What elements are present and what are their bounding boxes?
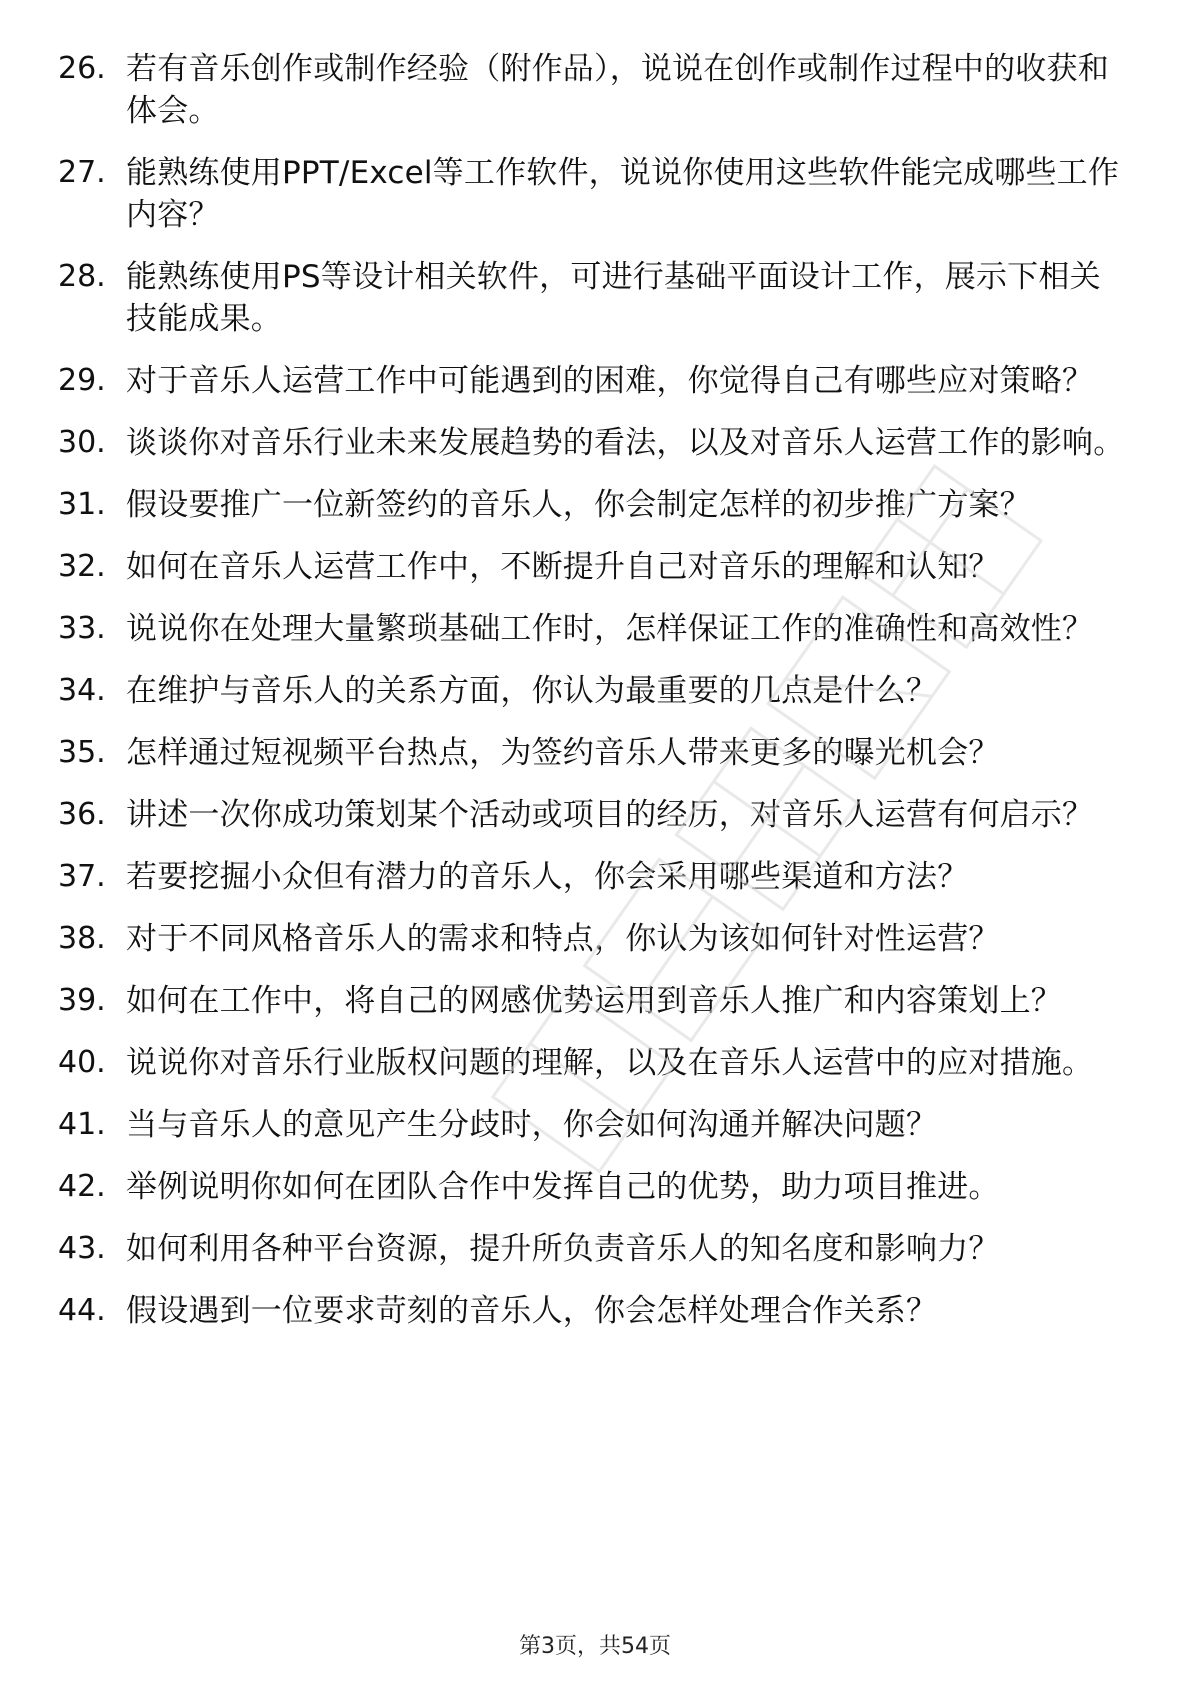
question-text: 当与音乐人的意见产生分歧时，你会如何沟通并解决问题？	[126, 1107, 938, 1143]
question-item	[58, 256, 1128, 340]
question-item	[58, 484, 1128, 526]
question-number: 32.	[58, 549, 106, 584]
question-number: 38.	[58, 921, 106, 956]
question-text: 若要挖掘小众但有潜力的音乐人，你会采用哪些渠道和方法？	[126, 859, 969, 895]
question-text: 假设遇到一位要求苛刻的音乐人，你会怎样处理合作关系？	[126, 1293, 938, 1329]
question-item	[58, 980, 1128, 1022]
question-item	[58, 546, 1128, 588]
question-number: 41.	[58, 1107, 106, 1142]
question-item	[58, 1228, 1128, 1270]
question-item	[58, 732, 1128, 774]
question-text: 对于不同风格音乐人的需求和特点，你认为该如何针对性运营？	[126, 921, 1000, 957]
question-number: 31.	[58, 487, 106, 522]
question-text: 举例说明你如何在团队合作中发挥自己的优势，助力项目推进。	[126, 1169, 1000, 1205]
question-number: 44.	[58, 1293, 106, 1328]
question-item	[58, 1290, 1128, 1332]
question-number: 36.	[58, 797, 106, 832]
question-item	[58, 670, 1128, 712]
question-item	[58, 1104, 1128, 1146]
question-text: 如何在音乐人运营工作中，不断提升自己对音乐的理解和认知？	[126, 549, 1000, 585]
question-item	[58, 1166, 1128, 1208]
question-number: 40.	[58, 1045, 106, 1080]
question-item	[58, 608, 1128, 650]
question-item	[58, 422, 1128, 464]
question-number: 34.	[58, 673, 106, 708]
question-number: 29.	[58, 363, 106, 398]
question-text: 说说你在处理大量繁琐基础工作时，怎样保证工作的准确性和高效性？	[126, 611, 1094, 647]
question-text: 在维护与音乐人的关系方面，你认为最重要的几点是什么？	[126, 673, 938, 709]
question-text: 谈谈你对音乐行业未来发展趋势的看法，以及对音乐人运营工作的影响。	[126, 425, 1125, 461]
question-number: 28.	[58, 259, 106, 294]
question-list	[58, 48, 1128, 1352]
question-item	[58, 1042, 1128, 1084]
question-text: 说说你对音乐行业版权问题的理解，以及在音乐人运营中的应对措施。	[126, 1045, 1094, 1081]
question-number: 30.	[58, 425, 106, 460]
question-number: 39.	[58, 983, 106, 1018]
question-text: 如何在工作中，将自己的网感优势运用到音乐人推广和内容策划上？	[126, 983, 1062, 1019]
question-text: 若有音乐创作或制作经验（附作品），说说在创作或制作过程中的收获和体会。	[126, 51, 1109, 129]
question-item	[58, 856, 1128, 898]
question-item	[58, 794, 1128, 836]
question-text: 对于音乐人运营工作中可能遇到的困难，你觉得自己有哪些应对策略？	[126, 363, 1094, 399]
question-item	[58, 360, 1128, 402]
question-text: 讲述一次你成功策划某个活动或项目的经历，对音乐人运营有何启示？	[126, 797, 1094, 833]
question-number: 27.	[58, 155, 106, 190]
question-text: 怎样通过短视频平台热点，为签约音乐人带来更多的曝光机会？	[126, 735, 1000, 771]
question-text: 能熟练使用PPT/Excel等工作软件，说说你使用这些软件能完成哪些工作内容？	[126, 155, 1120, 233]
question-number: 33.	[58, 611, 106, 646]
question-item	[58, 152, 1128, 236]
question-text: 如何利用各种平台资源，提升所负责音乐人的知名度和影响力？	[126, 1231, 1000, 1267]
question-item	[58, 918, 1128, 960]
page-footer: 第3页，共54页	[519, 1634, 671, 1659]
question-text: 假设要推广一位新签约的音乐人，你会制定怎样的初步推广方案？	[126, 487, 1031, 523]
question-number: 43.	[58, 1231, 106, 1266]
question-number: 26.	[58, 51, 106, 86]
question-number: 35.	[58, 735, 106, 770]
question-text: 能熟练使用PS等设计相关软件，可进行基础平面设计工作，展示下相关技能成果。	[126, 259, 1101, 337]
question-item	[58, 48, 1128, 132]
question-number: 42.	[58, 1169, 106, 1204]
question-number: 37.	[58, 859, 106, 894]
